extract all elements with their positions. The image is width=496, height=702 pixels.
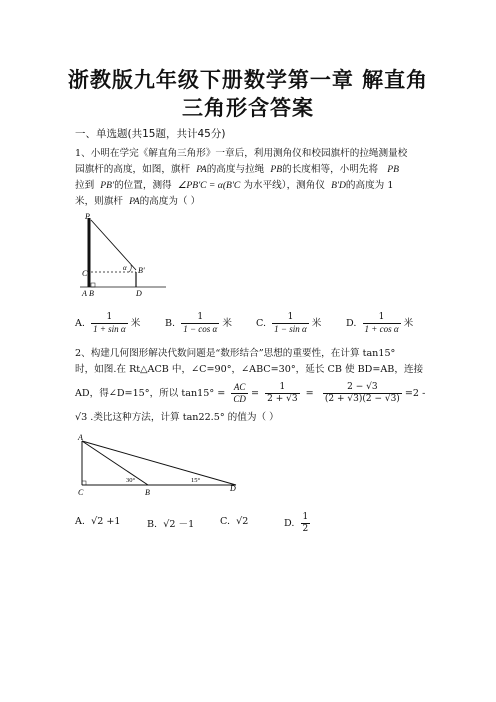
- section-heading: 一、单选题(共15题，共计45分): [75, 128, 226, 140]
- alpha-arc: [129, 265, 131, 272]
- label-a: A: [78, 433, 83, 442]
- label-c: C: [82, 269, 88, 278]
- label-alpha: α: [123, 264, 127, 272]
- q2-line4: √3 .类比这种方法，计算 tan22.5° 的值为（ ）: [75, 412, 279, 423]
- label-d: D: [136, 289, 142, 298]
- q1-line4: 米，则旗杆 PA的高度为（ ）: [75, 196, 201, 207]
- side-ad: [82, 441, 236, 485]
- q1-line3: 拉到 PB'的位置，测得 ∠PB'C = α(B'C 为水平线），测角仪 B'D的高度为 1: [75, 180, 394, 191]
- right-angle-mark: [91, 283, 95, 287]
- right-angle-mark: [82, 481, 86, 485]
- label-d: D: [230, 484, 236, 493]
- q2-figure: [76, 432, 246, 500]
- label-b: B: [145, 488, 150, 497]
- q2-line3: AD，得∠D=15°，所以 tan15° = $\frac{AC}{CD}$ = $\frac{1}{2 + √3}$ = $\frac{2 - √3}{(2 + √3)(2 - √3)}$ =2 -: [75, 382, 426, 404]
- label-bprime: B': [138, 266, 145, 275]
- q2-option-d[interactable]: D. $\frac{1}{2}$: [284, 512, 309, 534]
- angle-30: 30°: [126, 477, 136, 484]
- q1-option-d[interactable]: D. $\frac{1}{\text{1 + cos α}}$ 米: [346, 312, 414, 334]
- label-a: A: [82, 289, 87, 298]
- q1-line2: 园旗杆的高度，如图，旗杆 PA的高度与拉绳 PB的长度相等，小明先将 PB: [75, 164, 399, 175]
- label-c: C: [78, 488, 84, 497]
- q1-figure: [78, 210, 168, 300]
- label-b: B: [89, 289, 94, 298]
- q1-option-b[interactable]: B. $\frac{1}{\text{1 − cos α}}$ 米: [165, 312, 232, 334]
- q2-option-c[interactable]: C. √2: [220, 516, 249, 527]
- label-p: P: [85, 212, 90, 221]
- rope-pbprime: [91, 220, 136, 270]
- angle-15: 15°: [191, 477, 201, 484]
- q1-line1: 1、小明在学完《解直角三角形》一章后，利用测角仪和校园旗杆的拉绳测量校: [75, 148, 408, 159]
- q2-line1: 2、构建几何图形解决代数问题是“数形结合”思想的重要性，在计算 tan15°: [75, 348, 396, 359]
- document-title-line1: 浙教版九年级下册数学第一章 解直角: [67, 68, 429, 92]
- q1-option-c[interactable]: C. $\frac{1}{\text{1 − sin α}}$ 米: [256, 312, 322, 334]
- q2-line2: 时，如图.在 Rt△ACB 中，∠C=90°，∠ABC=30°，延长 CB 使 BD=AB，连接: [75, 364, 424, 375]
- q2-option-b[interactable]: B. √2 －1: [147, 519, 195, 530]
- document-title-line2: 三角形含答案: [182, 96, 314, 120]
- q1-option-a[interactable]: A. $\frac{1}{\text{1 + sin α}}$ 米: [75, 312, 141, 334]
- side-ab: [82, 441, 148, 485]
- q2-option-a[interactable]: A. √2 +1: [75, 516, 121, 527]
